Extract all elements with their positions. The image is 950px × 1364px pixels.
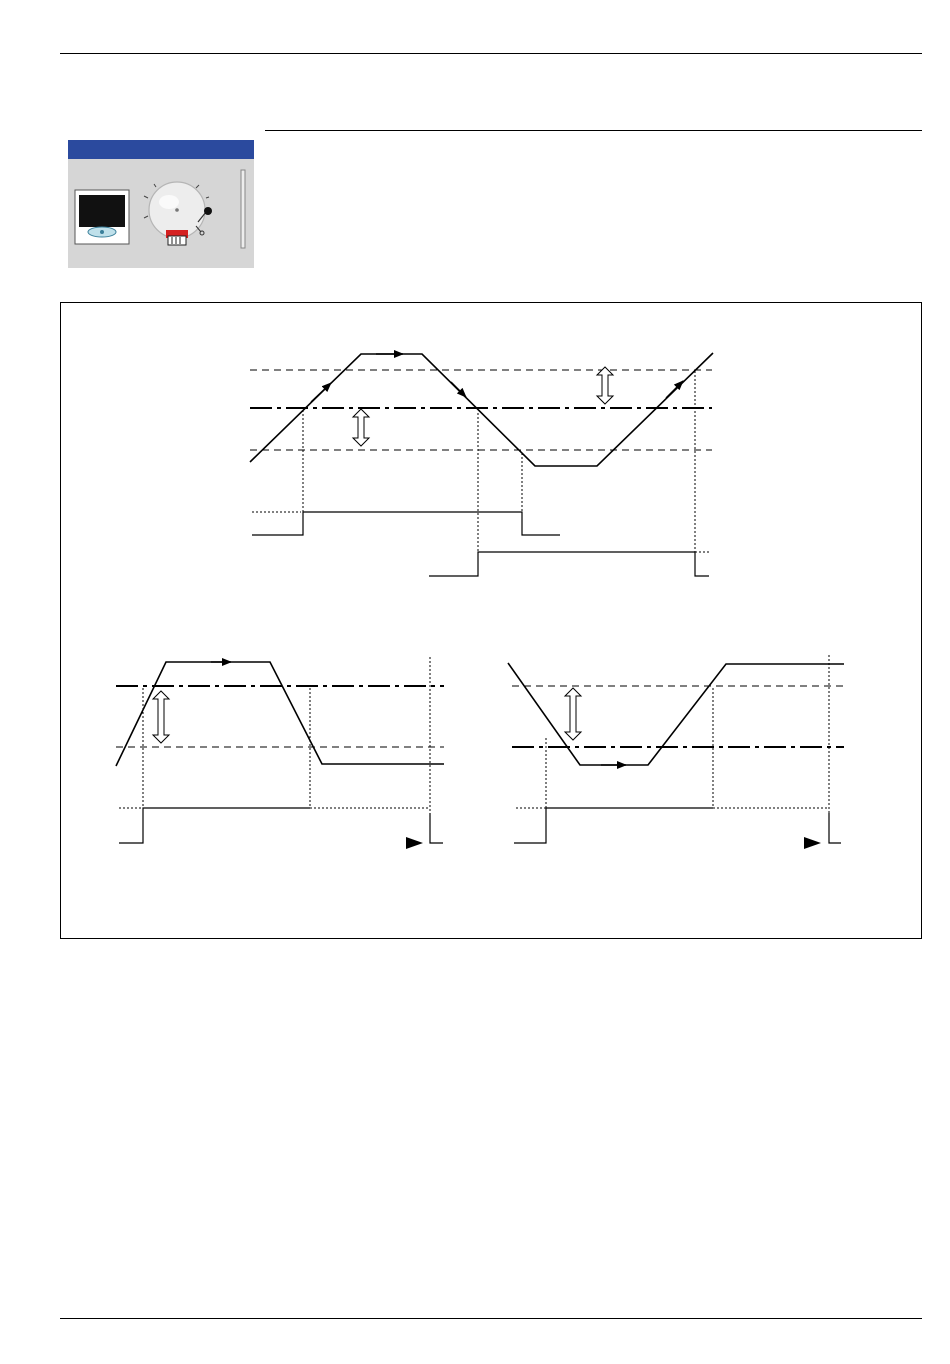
- section-rule: [265, 130, 922, 131]
- hysteresis-band-arrow: [153, 691, 169, 743]
- scrollbar-icon: [241, 170, 245, 248]
- relay-output-1-signal: [252, 512, 560, 535]
- relay-output-tail: [829, 813, 841, 843]
- hysteresis-band-arrow: [597, 367, 613, 404]
- relay-output-tail: [430, 813, 443, 843]
- lower-limit-alarm-diagram: [508, 655, 844, 849]
- process-value-curve: [116, 662, 444, 766]
- hysteresis-band-arrow: [565, 688, 581, 740]
- alarm-bell-with-display-icon: [68, 140, 254, 268]
- direction-arrow: [451, 382, 466, 397]
- direction-arrow: [666, 381, 683, 398]
- relay-output-signal: [514, 808, 713, 843]
- direction-arrow: [311, 383, 331, 402]
- relay-output-2-signal: [429, 552, 709, 576]
- hysteresis-band-arrow: [353, 409, 369, 446]
- time-arrow-icon: [804, 837, 821, 849]
- footer-rule: [60, 1318, 922, 1319]
- time-arrow-icon: [406, 837, 423, 849]
- upper-limit-alarm-diagram: [116, 657, 444, 849]
- process-value-curve: [508, 663, 844, 765]
- hysteresis-window-alarm-diagram: [250, 353, 713, 576]
- display-device-icon: [75, 190, 129, 244]
- figure-frame: [60, 302, 922, 939]
- header-rule: [60, 53, 922, 54]
- relay-output-signal: [119, 808, 310, 843]
